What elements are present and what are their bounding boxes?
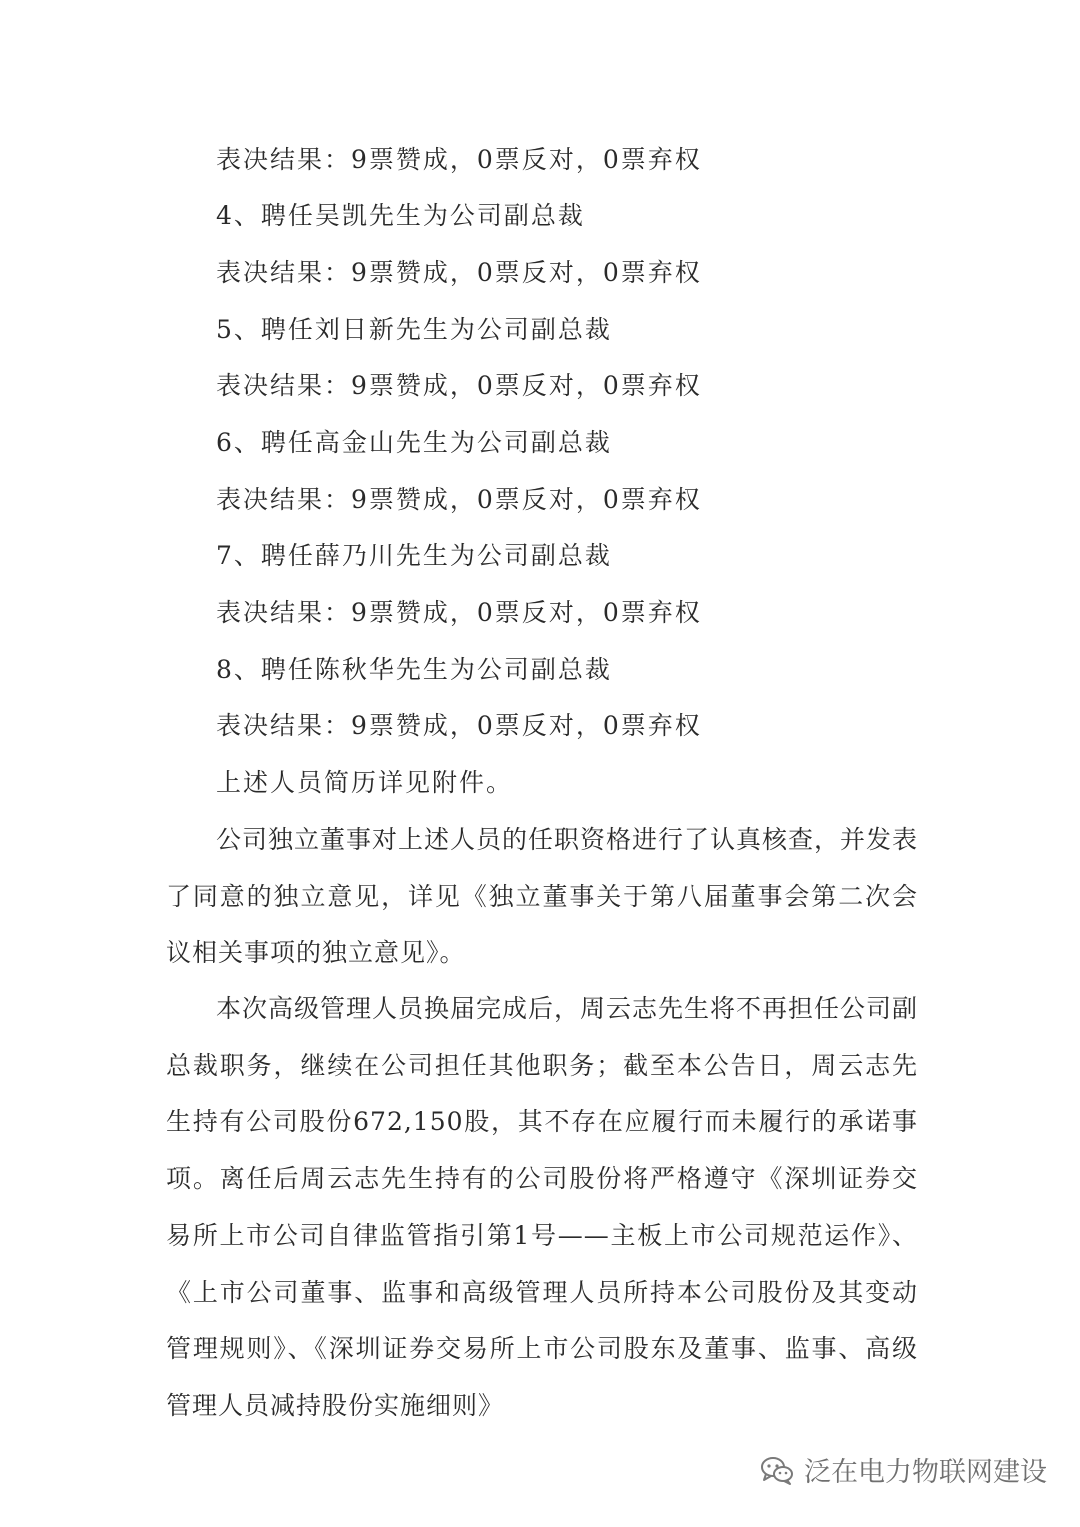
wechat-icon [760,1455,794,1485]
vote-result-5: 表决结果：9票赞成，0票反对，0票弃权 [216,371,702,400]
vote-result-8: 表决结果：9票赞成，0票反对，0票弃权 [216,711,702,740]
watermark [760,1450,1047,1489]
appointment-item-5: 5、聘任刘日新先生为公司副总裁 [216,315,612,344]
resume-note: 上述人员简历详见附件。 [216,768,514,797]
vote-result-3: 表决结果：9票赞成，0票反对，0票弃权 [216,145,702,174]
vote-result-4: 表决结果：9票赞成，0票反对，0票弃权 [216,258,702,287]
watermark-text: 泛在电力物联网建设 [804,1457,1047,1488]
paragraph-independent-opinion: 公司独立董事对上述人员的任职资格进行了认真核查，并发表了同意的独立意见，详见《独立董事关于第八届董事会第二次会议相关事项的独立意见》。 [166,825,919,968]
vote-result-6: 表决结果：9票赞成，0票反对，0票弃权 [216,485,702,514]
appointment-item-8: 8、聘任陈秋华先生为公司副总裁 [216,655,612,684]
appointment-item-4: 4、聘任吴凯先生为公司副总裁 [216,201,585,230]
vote-result-7: 表决结果：9票赞成，0票反对，0票弃权 [216,598,702,627]
appointment-item-6: 6、聘任高金山先生为公司副总裁 [216,428,612,457]
appointment-item-7: 7、聘任薛乃川先生为公司副总裁 [216,541,612,570]
paragraph-management-changeover: 本次高级管理人员换届完成后，周云志先生将不再担任公司副总裁职务，继续在公司担任其他职务；截至本公告日，周云志先生持有公司股份672,150股，其不存在应履行而未履行的承诺事项。离任后周云志先生持有的公司股份将严格遵守《深圳证券交易所上市公司自律监管指引第1号——主板上市公司规范运作》、《上市公司董事、监事和高级管理人员所持本公司股份及其变动管理规则》、《深圳证券交易所上市公司股东及董事、监事、高级管理人员减持股份实施细则》 [166,994,919,1420]
